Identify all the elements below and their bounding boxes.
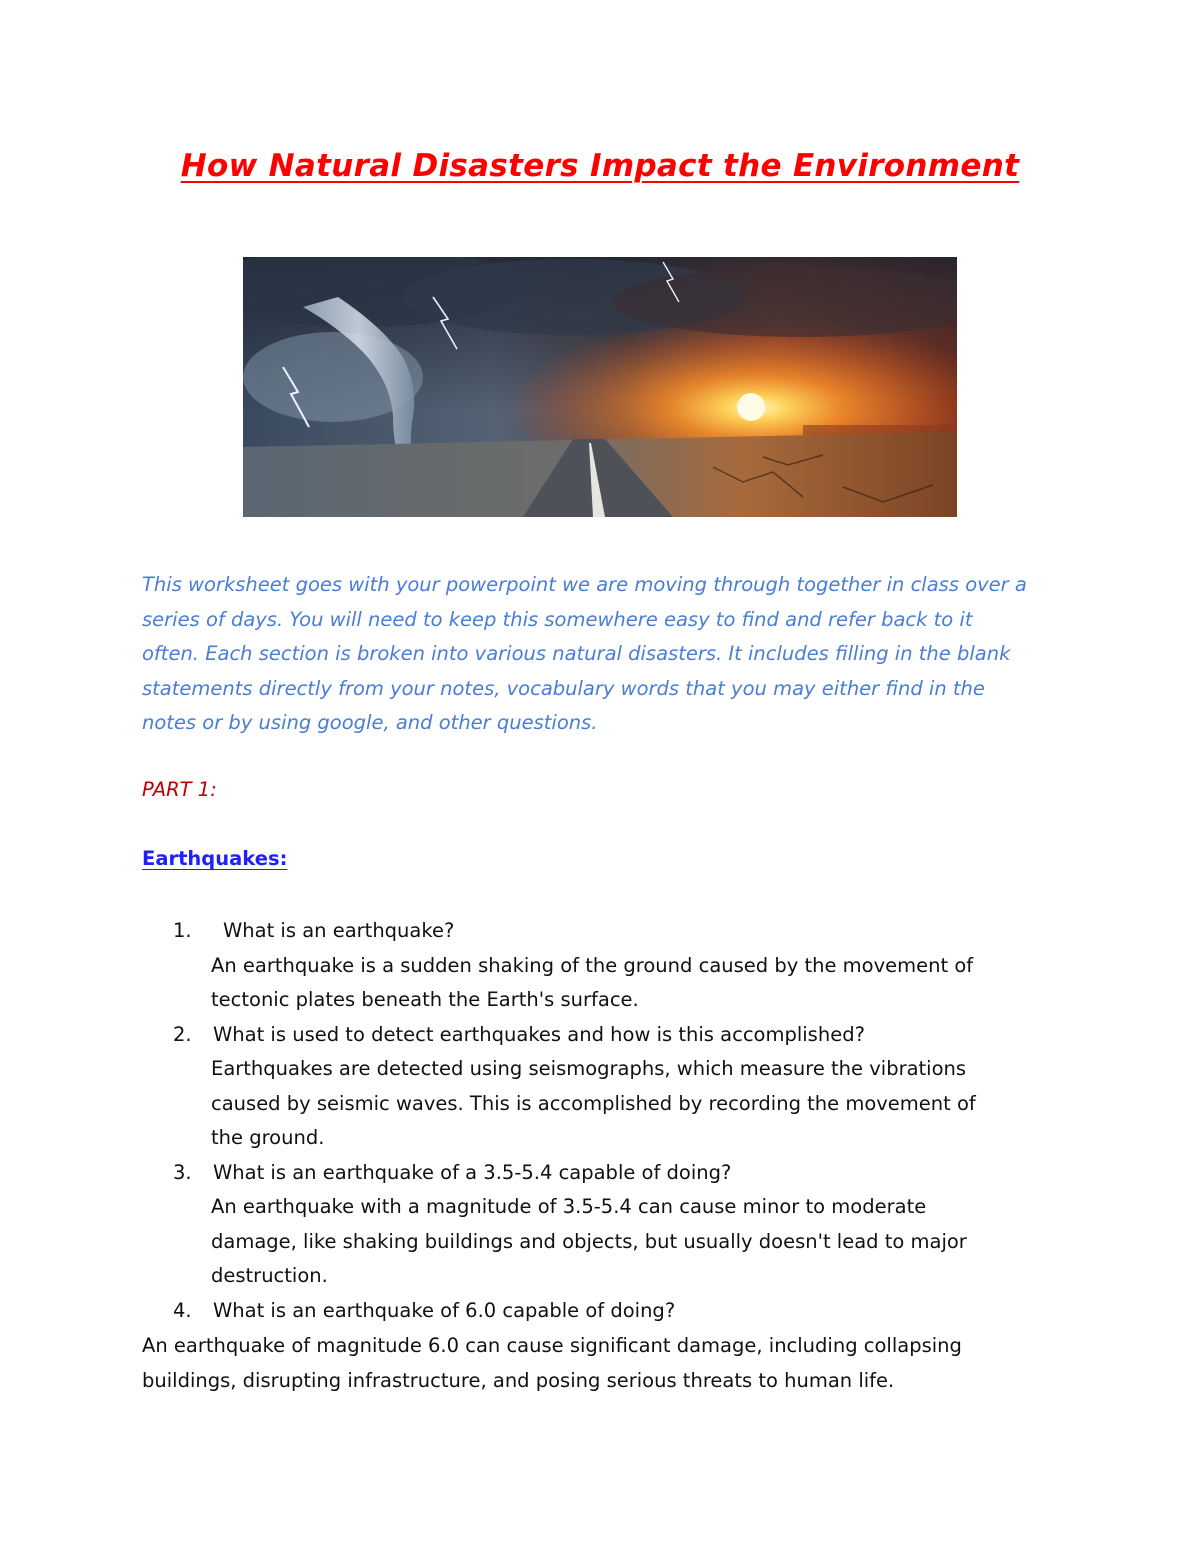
intro-line: often. Each section is broken into various natural disasters. It includes filling in the blank xyxy=(142,642,1011,666)
question-text: What is an earthquake? xyxy=(223,919,455,942)
question-number: 3. xyxy=(173,1161,192,1184)
intro-line: notes or by using google, and other questions. xyxy=(142,711,598,735)
storm-landscape-image xyxy=(243,257,957,517)
answer-line: the ground. xyxy=(211,1126,325,1149)
question-number: 1. xyxy=(173,919,192,942)
answer-line: damage, like shaking buildings and objects, but usually doesn't lead to major xyxy=(211,1230,967,1253)
intro-line: series of days. You will need to keep this somewhere easy to find and refer back to it xyxy=(142,607,973,631)
answer-line: An earthquake of magnitude 6.0 can cause significant damage, including collapsing xyxy=(142,1334,962,1357)
answer-line: Earthquakes are detected using seismographs, which measure the vibrations xyxy=(211,1057,967,1080)
intro-line: This worksheet goes with your powerpoint we are moving through together in class over a xyxy=(142,573,1027,596)
answer-line: caused by seismic waves. This is accomplished by recording the movement of xyxy=(211,1092,976,1115)
question-text: What is an earthquake of a 3.5-5.4 capable of doing? xyxy=(213,1161,732,1184)
question-text: What is used to detect earthquakes and how is this accomplished? xyxy=(213,1023,865,1046)
answer-line: destruction. xyxy=(211,1264,328,1287)
section-heading-earthquakes: Earthquakes: xyxy=(142,847,288,870)
answer-line: tectonic plates beneath the Earth's surface. xyxy=(211,988,639,1011)
intro-line: statements directly from your notes, vocabulary words that you may either find in the xyxy=(142,676,985,700)
part-label: PART 1: xyxy=(142,778,217,801)
intro-paragraph xyxy=(142,568,1072,741)
answer-line: An earthquake with a magnitude of 3.5-5.4 can cause minor to moderate xyxy=(211,1195,927,1218)
question-number: 4. xyxy=(173,1299,192,1322)
question-number: 2. xyxy=(173,1023,192,1046)
answer-line: An earthquake is a sudden shaking of the ground caused by the movement of xyxy=(211,954,974,977)
question-text: What is an earthquake of 6.0 capable of doing? xyxy=(213,1299,676,1322)
page-title: How Natural Disasters Impact the Environment xyxy=(180,148,1020,184)
answer-line: buildings, disrupting infrastructure, and posing serious threats to human life. xyxy=(142,1369,895,1392)
